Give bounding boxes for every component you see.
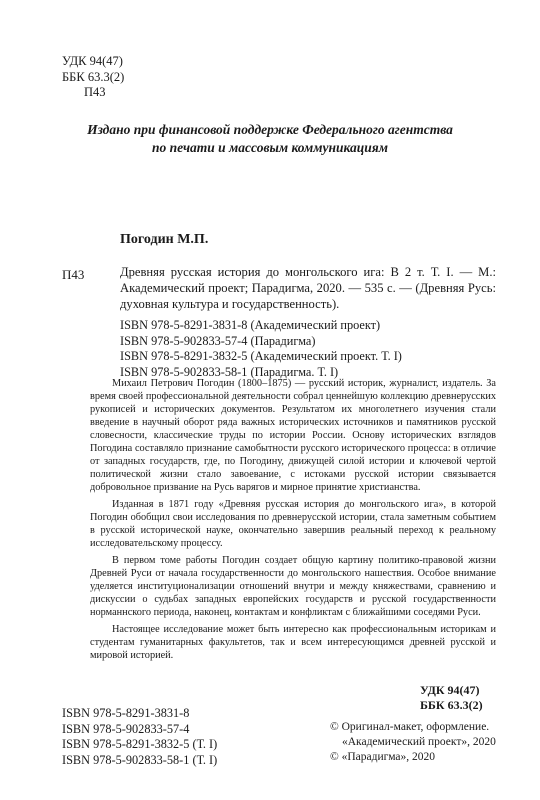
bbk-code: ББК 63.3(2) — [62, 69, 125, 84]
footer-isbn-line: ISBN 978-5-8291-3832-5 (Т. I) — [62, 737, 218, 751]
footer-udk: УДК 94(47) — [420, 683, 480, 697]
footer-isbn-line: ISBN 978-5-902833-57-4 — [62, 721, 190, 736]
copyright-line-1: © Оригинал-макет, оформление. — [330, 721, 490, 733]
abstract-paragraph: Настоящее исследование может быть интересно как профессиональным историкам и студентам гуманитарных факультетов, так и всем интересующимся древней русской и мировой историей. — [90, 624, 496, 661]
support-note-line-1: Издано при финансовой поддержке Федерального агентства — [87, 122, 453, 137]
footer-bbk: ББК 63.3(2) — [420, 698, 483, 712]
copyright-block — [330, 720, 496, 765]
footer-isbn-line: ISBN 978-5-902833-58-1 (Т. I) — [62, 752, 218, 767]
author-code: П43 — [84, 85, 106, 99]
catalog-description: Древняя русская история до монгольского ига: В 2 т. Т. I. — М.: Академический проект; Парадигма, 2020. — 535 с. — (Древняя Русь: духовная культура и государственность). — [120, 265, 496, 311]
abstract-paragraph: Изданная в 1871 году «Древняя русская история до монгольского ига», в которой Погодин обобщил свои исследования по древнерусской истории, стала заметным событием в русской исторической науке, окончательно завершив реальный переход к реальному исследовательскому процессу. — [90, 499, 496, 549]
abstract-paragraph: В первом томе работы Погодин создает общую картину политико-правовой жизни Древней Руси от начала государственности до монгольского нашествия. Особое внимание уделяется институционализации отношений внутри и между княжествами, сравнению и дискуссии о судьбах западных европейских государств и русской государственности норманнского периода, наконец, контактам и конфликтам с ближайшими соседями Руси. — [90, 555, 496, 618]
copyright-line-1b: «Академический проект», 2020 — [342, 736, 496, 748]
abstract-paragraph: Михаил Петрович Погодин (1800–1875) — русский историк, журналист, издатель. За время своей профессиональной деятельности собрал ценнейшую коллекцию древнерусских рукописей и исторических документов. Результатом их многолетнего изучения стали введение в научный оборот ряда важных исторических источников и памятников русской словесности, классические труды по истории России. Основу исторических взглядов Погодина составляло признание самобытности русского исторического процесса: в отличие от западных государств, где, по Погодину, движущей силой истории и ключевой чертой политической жизни стало завоевание, с истоками русской истории связывается добровольное призвание на Русь варягов и мирное принятие христианства. — [90, 378, 496, 493]
abstract — [90, 377, 496, 666]
footer-isbn-line: ISBN 978-5-8291-3831-8 — [62, 706, 190, 720]
footer-classification-codes — [420, 683, 483, 713]
catalog-author-code: П43 — [62, 267, 85, 282]
support-note-line-2: по печати и массовым коммуникациям — [151, 140, 388, 155]
isbn-line: ISBN 978-5-902833-57-4 (Парадигма) — [120, 333, 316, 348]
classification-codes — [62, 54, 124, 101]
isbn-line: ISBN 978-5-8291-3832-5 (Академический проект. Т. I) — [120, 349, 402, 363]
support-note — [40, 121, 500, 157]
copyright-line-2: © «Парадигма», 2020 — [330, 751, 435, 763]
udk-code: УДК 94(47) — [62, 54, 123, 68]
isbn-line: ISBN 978-5-902833-58-1 (Парадигма. Т. I) — [120, 364, 339, 379]
catalog-author: Погодин М.П. — [120, 232, 209, 247]
catalog-isbn-list — [120, 318, 402, 380]
footer-isbn-list — [62, 706, 217, 768]
isbn-line: ISBN 978-5-8291-3831-8 (Академический проект) — [120, 318, 381, 332]
